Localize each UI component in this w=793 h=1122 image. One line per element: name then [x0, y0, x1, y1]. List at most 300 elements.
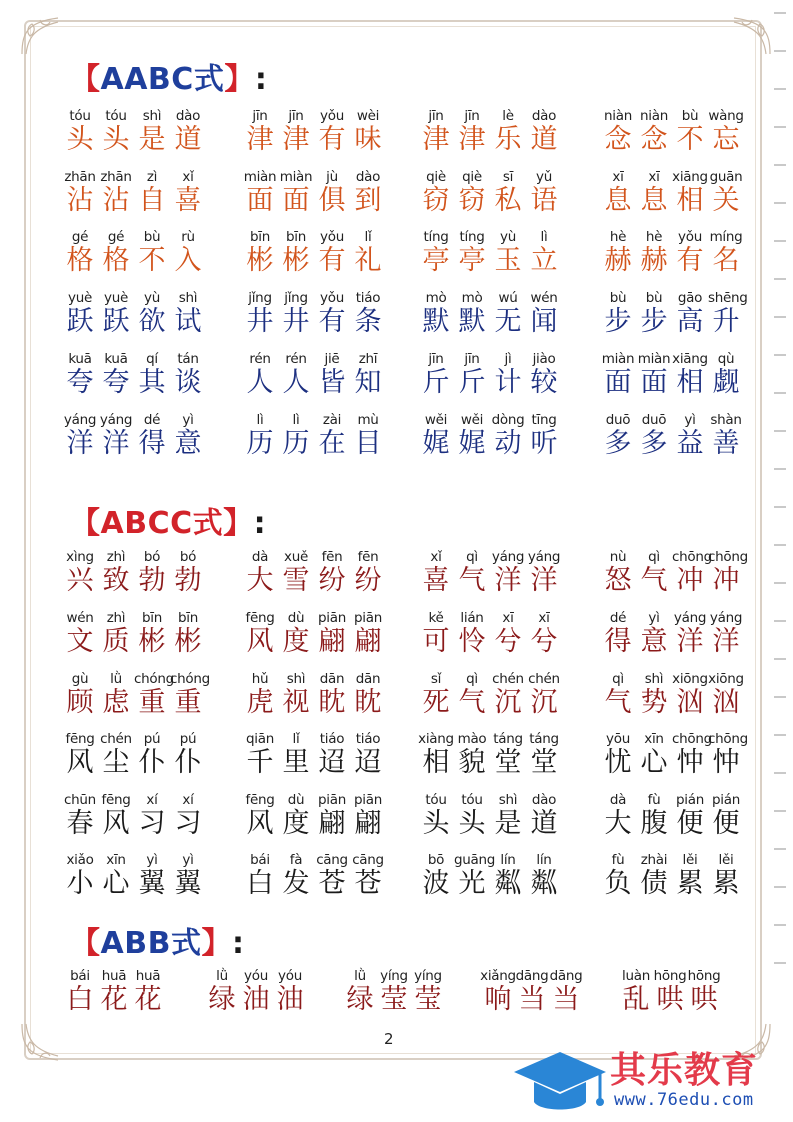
hanzi-character: 债 [640, 868, 668, 899]
pinyin-syllable: wén [530, 290, 558, 306]
idiom-item [242, 169, 422, 229]
pinyin-syllable: qiè [462, 169, 482, 185]
hanzi-character: 当 [552, 984, 580, 1015]
pinyin-syllable: bù [609, 290, 627, 306]
idiom-item [62, 610, 242, 670]
idiom-item [242, 852, 422, 912]
pinyin-syllable: chén [528, 671, 560, 687]
hanzi-character: 绿 [346, 984, 374, 1015]
hanzi-character: 怜 [458, 626, 486, 657]
hanzi-character: 乐 [494, 124, 522, 155]
hanzi-character: 气 [458, 687, 486, 718]
hanzi-character: 头 [458, 808, 486, 839]
hanzi-character: 堂 [494, 747, 522, 778]
hanzi-character: 势 [640, 687, 668, 718]
hanzi-character: 眈 [318, 687, 346, 718]
hanzi-character: 到 [354, 185, 382, 216]
pinyin-syllable: yù [500, 229, 516, 245]
hanzi-character: 亭 [458, 245, 486, 276]
hanzi-character: 累 [712, 868, 740, 899]
idiom-row [62, 671, 762, 731]
idiom-item [418, 169, 598, 229]
hanzi-character: 私 [494, 185, 522, 216]
pinyin-syllable: chóng [170, 671, 210, 687]
hanzi-character: 度 [282, 808, 310, 839]
pinyin-syllable: yì [146, 852, 158, 868]
hanzi-character: 忘 [712, 124, 740, 155]
hanzi-character: 风 [246, 626, 274, 657]
pinyin-syllable: shì [498, 792, 518, 808]
hanzi-character: 汹 [676, 687, 704, 718]
pinyin-syllable: huā [135, 968, 161, 984]
hanzi-character: 雪 [282, 565, 310, 596]
idiom-row [62, 412, 762, 472]
pinyin-syllable: shì [286, 671, 306, 687]
hanzi-character: 不 [676, 124, 704, 155]
pinyin-syllable: wén [66, 610, 94, 626]
hanzi-character: 得 [604, 626, 632, 657]
hanzi-character: 春 [66, 808, 94, 839]
pinyin-syllable: pián [712, 792, 740, 808]
pinyin-syllable: tóu [461, 792, 483, 808]
idiom-item [62, 229, 242, 289]
idiom-item [62, 852, 242, 912]
pinyin-syllable: zhī [358, 351, 378, 367]
pinyin-syllable: yíng [414, 968, 442, 984]
pinyin-syllable: chōng [672, 549, 712, 565]
hanzi-character: 头 [66, 124, 94, 155]
pinyin-syllable: dào [531, 792, 557, 808]
pinyin-syllable: bái [250, 852, 270, 868]
pinyin-syllable: shì [644, 671, 664, 687]
hanzi-character: 发 [282, 868, 310, 899]
hanzi-character: 意 [174, 428, 202, 459]
corner-ornament-icon [18, 14, 62, 58]
hanzi-character: 格 [102, 245, 130, 276]
pinyin-syllable: jǐng [284, 290, 308, 306]
hanzi-character: 井 [282, 306, 310, 337]
pinyin-syllable: yáng [63, 412, 97, 428]
idiom-item [418, 852, 598, 912]
idiom-item [600, 108, 780, 168]
hanzi-character: 迢 [354, 747, 382, 778]
hanzi-character: 翩 [318, 626, 346, 657]
hanzi-character: 条 [354, 306, 382, 337]
hanzi-character: 小 [66, 868, 94, 899]
pinyin-syllable: wěi [424, 412, 448, 428]
pinyin-syllable: bù [681, 108, 699, 124]
hanzi-character: 沉 [530, 687, 558, 718]
hanzi-character: 乱 [622, 984, 650, 1015]
pinyin-syllable: dòng [491, 412, 525, 428]
hanzi-character: 历 [246, 428, 274, 459]
hanzi-character: 人 [282, 367, 310, 398]
pinyin-syllable: zài [322, 412, 342, 428]
hanzi-character: 念 [604, 124, 632, 155]
hanzi-character: 花 [100, 984, 128, 1015]
binding-tick [774, 962, 786, 964]
hanzi-character: 冲 [712, 565, 740, 596]
hanzi-character: 得 [138, 428, 166, 459]
pinyin-syllable: yōu [606, 731, 630, 747]
hanzi-character: 默 [422, 306, 450, 337]
hanzi-character: 彬 [246, 245, 274, 276]
pinyin-syllable: hè [645, 229, 663, 245]
pinyin-syllable: dào [175, 108, 201, 124]
hanzi-character: 娓 [422, 428, 450, 459]
pinyin-syllable: jì [504, 351, 512, 367]
title-bracket-close: 】 [224, 62, 255, 97]
idiom-row [62, 549, 762, 609]
pinyin-syllable: duō [605, 412, 631, 428]
hanzi-character: 便 [712, 808, 740, 839]
pinyin-syllable: luàn [622, 968, 650, 984]
idiom-item [600, 412, 780, 472]
hanzi-character: 大 [246, 565, 274, 596]
idiom-item [62, 731, 242, 791]
pinyin-syllable: chén [492, 671, 524, 687]
hanzi-character: 念 [640, 124, 668, 155]
pinyin-syllable: chén [100, 731, 132, 747]
pinyin-syllable: yì [182, 412, 194, 428]
hanzi-character: 有 [318, 306, 346, 337]
pinyin-syllable: dà [251, 549, 269, 565]
pinyin-syllable: gé [71, 229, 89, 245]
idiom-item [418, 610, 598, 670]
pinyin-syllable: lěi [682, 852, 698, 868]
idiom-item [418, 412, 598, 472]
section-title [70, 498, 266, 542]
corner-ornament-icon [18, 1020, 62, 1064]
hanzi-character: 是 [138, 124, 166, 155]
idiom-item [418, 671, 598, 731]
pinyin-syllable: rù [181, 229, 195, 245]
hanzi-character: 道 [530, 808, 558, 839]
pinyin-syllable: yáng [491, 549, 525, 565]
hanzi-character: 波 [422, 868, 450, 899]
pinyin-syllable: jīn [428, 351, 444, 367]
hanzi-character: 怒 [604, 565, 632, 596]
hanzi-character: 井 [246, 306, 274, 337]
idiom-row [62, 731, 762, 791]
pinyin-syllable: bō [427, 852, 445, 868]
idiom-item [62, 169, 242, 229]
hanzi-character: 相 [676, 367, 704, 398]
pinyin-syllable: lián [460, 610, 484, 626]
title-text: AABC式 [100, 62, 225, 97]
idiom-row [62, 852, 762, 912]
pinyin-syllable: mù [357, 412, 379, 428]
hanzi-character: 眈 [354, 687, 382, 718]
hanzi-character: 听 [530, 428, 558, 459]
pinyin-syllable: piān [318, 610, 346, 626]
pinyin-syllable: rén [285, 351, 307, 367]
pinyin-syllable: tiáo [355, 290, 381, 306]
pinyin-syllable: xī [612, 169, 624, 185]
hanzi-character: 心 [102, 868, 130, 899]
idiom-item [418, 549, 598, 609]
brand-logo[interactable] [510, 1040, 793, 1122]
hanzi-character: 不 [138, 245, 166, 276]
hanzi-character: 兮 [530, 626, 558, 657]
hanzi-character: 益 [676, 428, 704, 459]
title-bracket-open: 【 [70, 62, 101, 97]
hanzi-character: 视 [282, 687, 310, 718]
hanzi-character: 相 [676, 185, 704, 216]
pinyin-syllable: dà [609, 792, 627, 808]
hanzi-character: 忡 [712, 747, 740, 778]
pinyin-syllable: yì [648, 610, 660, 626]
pinyin-syllable: yǒu [320, 229, 344, 245]
hanzi-character: 文 [66, 626, 94, 657]
hanzi-character: 哄 [656, 984, 684, 1015]
hanzi-character: 斤 [422, 367, 450, 398]
hanzi-character: 玉 [494, 245, 522, 276]
hanzi-character: 欲 [138, 306, 166, 337]
hanzi-character: 虎 [246, 687, 274, 718]
hanzi-character: 闻 [530, 306, 558, 337]
hanzi-character: 质 [102, 626, 130, 657]
pinyin-syllable: yǒu [320, 290, 344, 306]
pinyin-syllable: tíng [459, 229, 485, 245]
pinyin-syllable: qiè [426, 169, 446, 185]
hanzi-character: 头 [102, 124, 130, 155]
hanzi-character: 白 [246, 868, 274, 899]
idiom-item [62, 290, 242, 350]
hanzi-character: 息 [604, 185, 632, 216]
hanzi-character: 习 [138, 808, 166, 839]
pinyin-syllable: xī [648, 169, 660, 185]
hanzi-character: 可 [422, 626, 450, 657]
pinyin-syllable: lì [292, 412, 300, 428]
pinyin-syllable: táng [493, 731, 523, 747]
pinyin-syllable: hè [609, 229, 627, 245]
hanzi-character: 喜 [422, 565, 450, 596]
pinyin-syllable: jiē [324, 351, 340, 367]
hanzi-character: 心 [640, 747, 668, 778]
pinyin-syllable: wěi [460, 412, 484, 428]
pinyin-syllable: tóu [105, 108, 127, 124]
hanzi-character: 试 [174, 306, 202, 337]
hanzi-character: 步 [640, 306, 668, 337]
pinyin-syllable: kuā [104, 351, 128, 367]
pinyin-syllable: lǐ [364, 229, 372, 245]
pinyin-syllable: dé [143, 412, 161, 428]
pinyin-syllable: gù [71, 671, 89, 687]
hanzi-character: 气 [640, 565, 668, 596]
pinyin-syllable: qì [648, 549, 660, 565]
hanzi-character: 津 [282, 124, 310, 155]
hanzi-character: 相 [422, 747, 450, 778]
hanzi-character: 名 [712, 245, 740, 276]
hanzi-character: 较 [530, 367, 558, 398]
idiom-item [62, 108, 242, 168]
title-colon: : [253, 506, 267, 541]
title-bracket-close: 】 [201, 926, 232, 961]
hanzi-character: 是 [494, 808, 522, 839]
hanzi-character: 夸 [102, 367, 130, 398]
pinyin-syllable: jīn [288, 108, 304, 124]
hanzi-character: 便 [676, 808, 704, 839]
hanzi-character: 粼 [494, 868, 522, 899]
pinyin-syllable: kě [428, 610, 444, 626]
hanzi-character: 纷 [318, 565, 346, 596]
idiom-row [62, 229, 762, 289]
pinyin-syllable: pú [143, 731, 161, 747]
pinyin-syllable: jiào [532, 351, 556, 367]
binding-tick [774, 50, 786, 52]
hanzi-character: 致 [102, 565, 130, 596]
pinyin-syllable: xǐ [430, 549, 442, 565]
pinyin-syllable: pú [179, 731, 197, 747]
title-bracket-open: 【 [70, 926, 101, 961]
pinyin-syllable: shì [142, 108, 162, 124]
hanzi-character: 道 [530, 124, 558, 155]
idiom-item [600, 852, 780, 912]
hanzi-character: 迢 [318, 747, 346, 778]
pinyin-syllable: fù [647, 792, 661, 808]
hanzi-character: 格 [66, 245, 94, 276]
pinyin-syllable: fēng [65, 731, 95, 747]
pinyin-syllable: bái [70, 968, 90, 984]
pinyin-syllable: xīn [106, 852, 126, 868]
pinyin-syllable: wèi [356, 108, 380, 124]
pinyin-syllable: xīn [644, 731, 664, 747]
pinyin-syllable: xiōng [708, 671, 744, 687]
hanzi-character: 沾 [66, 185, 94, 216]
hanzi-character: 洋 [530, 565, 558, 596]
pinyin-syllable: huā [101, 968, 127, 984]
pinyin-syllable: zì [146, 169, 158, 185]
hanzi-character: 彬 [138, 626, 166, 657]
hanzi-character: 津 [246, 124, 274, 155]
hanzi-character: 兮 [494, 626, 522, 657]
hanzi-character: 俱 [318, 185, 346, 216]
pinyin-syllable: chōng [708, 549, 748, 565]
hanzi-character: 善 [712, 428, 740, 459]
hanzi-character: 在 [318, 428, 346, 459]
title-colon: : [254, 62, 268, 97]
hanzi-character: 堂 [530, 747, 558, 778]
pinyin-syllable: pián [676, 792, 704, 808]
idiom-item [242, 229, 422, 289]
pinyin-syllable: fēng [245, 792, 275, 808]
idiom-item [62, 792, 242, 852]
hanzi-character: 娓 [458, 428, 486, 459]
title-colon: : [231, 926, 245, 961]
hanzi-character: 计 [494, 367, 522, 398]
binding-tick [774, 506, 786, 508]
pinyin-syllable: kuā [68, 351, 92, 367]
pinyin-syllable: fēn [357, 549, 379, 565]
hanzi-character: 知 [354, 367, 382, 398]
hanzi-character: 有 [318, 245, 346, 276]
hanzi-character: 纷 [354, 565, 382, 596]
pinyin-syllable: zhài [640, 852, 668, 868]
pinyin-syllable: dào [531, 108, 557, 124]
idiom-row [62, 610, 762, 670]
pinyin-syllable: yì [182, 852, 194, 868]
pinyin-syllable: jù [326, 169, 338, 185]
hanzi-character: 谈 [174, 367, 202, 398]
idiom-item [418, 351, 598, 411]
pinyin-syllable: dào [355, 169, 381, 185]
hanzi-character: 冲 [676, 565, 704, 596]
binding-tick [774, 924, 786, 926]
page-number: 2 [384, 1030, 394, 1048]
pinyin-syllable: fēng [245, 610, 275, 626]
hanzi-character: 死 [422, 687, 450, 718]
pinyin-syllable: yù [144, 290, 160, 306]
pinyin-syllable: xiǎo [66, 852, 94, 868]
idiom-item [600, 671, 780, 731]
pinyin-syllable: lǐ [292, 731, 300, 747]
pinyin-syllable: dān [355, 671, 381, 687]
pinyin-syllable: rén [249, 351, 271, 367]
idiom-item [618, 968, 793, 1028]
pinyin-syllable: piān [318, 792, 346, 808]
hanzi-character: 仆 [138, 747, 166, 778]
hanzi-character: 花 [134, 984, 162, 1015]
hanzi-character: 重 [174, 687, 202, 718]
idiom-item [600, 792, 780, 852]
pinyin-syllable: yóu [244, 968, 268, 984]
hanzi-character: 跃 [66, 306, 94, 337]
hanzi-character: 勃 [138, 565, 166, 596]
idiom-item [600, 610, 780, 670]
hanzi-character: 步 [604, 306, 632, 337]
pinyin-syllable: fēng [101, 792, 131, 808]
pinyin-syllable: yáng [99, 412, 133, 428]
hanzi-character: 人 [246, 367, 274, 398]
hanzi-character: 沉 [494, 687, 522, 718]
pinyin-syllable: bīn [286, 229, 306, 245]
pinyin-syllable: qì [466, 549, 478, 565]
title-text: ABCC式 [100, 506, 224, 541]
pinyin-syllable: jīn [428, 108, 444, 124]
pinyin-syllable: miàn [601, 351, 635, 367]
idiom-item [242, 412, 422, 472]
section-title [70, 918, 244, 962]
idiom-item [600, 731, 780, 791]
hanzi-character: 礼 [354, 245, 382, 276]
idiom-item [62, 351, 242, 411]
idiom-item [600, 351, 780, 411]
hanzi-character: 面 [246, 185, 274, 216]
pinyin-syllable: lè [502, 108, 514, 124]
pinyin-syllable: xiǎng [480, 968, 516, 984]
pinyin-syllable: xí [146, 792, 158, 808]
pinyin-syllable: chóng [134, 671, 174, 687]
hanzi-character: 面 [282, 185, 310, 216]
hanzi-character: 苍 [318, 868, 346, 899]
hanzi-character: 里 [282, 747, 310, 778]
idiom-item [418, 731, 598, 791]
pinyin-syllable: lín [500, 852, 516, 868]
pinyin-syllable: qì [466, 671, 478, 687]
idiom-row [62, 169, 762, 229]
pinyin-syllable: dāng [515, 968, 549, 984]
idiom-item [242, 351, 422, 411]
pinyin-syllable: xiōng [672, 671, 708, 687]
hanzi-character: 重 [138, 687, 166, 718]
hanzi-character: 累 [676, 868, 704, 899]
pinyin-syllable: chōng [672, 731, 712, 747]
hanzi-character: 关 [712, 185, 740, 216]
pinyin-syllable: xī [538, 610, 550, 626]
hanzi-character: 貌 [458, 747, 486, 778]
pinyin-syllable: bù [645, 290, 663, 306]
